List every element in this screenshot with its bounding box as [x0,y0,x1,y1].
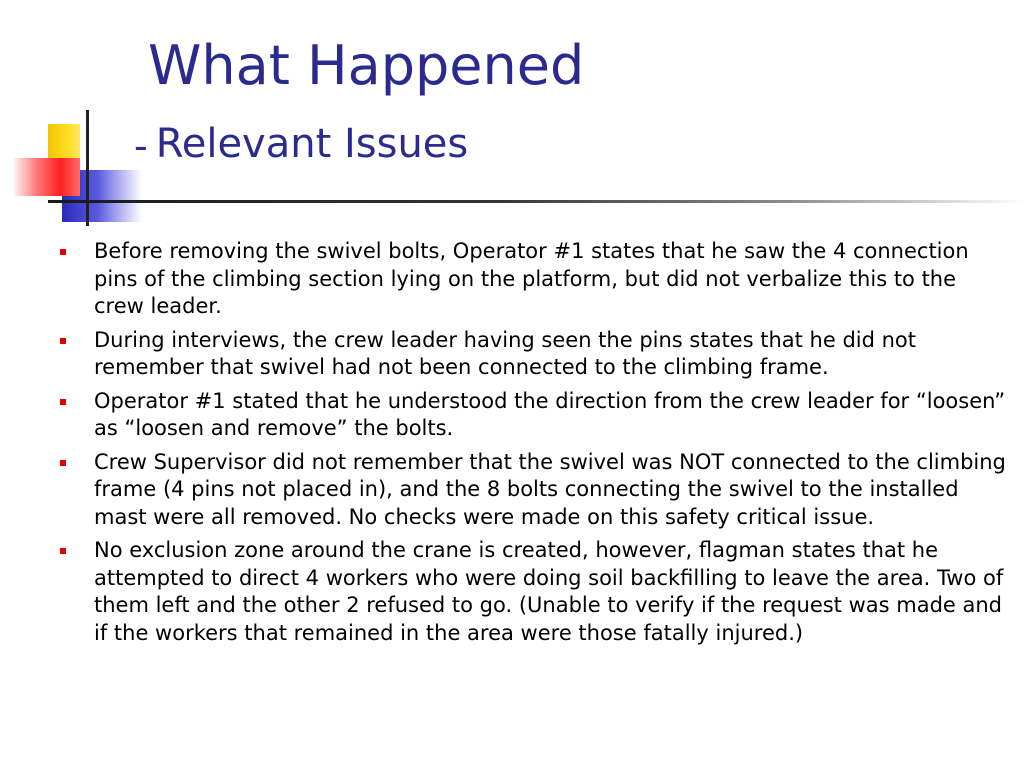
page-subtitle [134,122,468,166]
bullet-text: Crew Supervisor did not remember that the swivel was NOT connected to the climbing frame (4 pins not placed in), and the 8 bolts connecting the swivel to the installed mast were all removed. No checks were made on this safety critical issue. [94,449,1006,529]
page-title: What Happened [148,34,585,97]
bullet-item [60,238,1012,321]
bullet-list [60,238,1012,653]
bullet-text: Before removing the swivel bolts, Operator #1 states that he saw the 4 connection pins of the climbing section lying on the platform, but did not verbalize this to the crew leader. [94,239,969,318]
bullet-square-icon [60,249,66,255]
bullet-text: Operator #1 stated that he understood the direction from the crew leader for “loosen” as “loosen and remove” the bolts. [94,388,1006,440]
bullet-text: No exclusion zone around the crane is created, however, flagman states that he attempted to direct 4 workers who were doing soil backfilling to leave the area. Two of them left and the other 2 refused to go. (Unable to verify if the request was made and if the workers that remained in the area were those fatally injured.) [94,538,1004,645]
subtitle-text: Relevant Issues [155,121,469,167]
bullet-square-icon [60,460,66,466]
bullet-item [60,449,1012,532]
logo-vertical-line [86,110,89,226]
bullet-square-icon [60,338,66,344]
bullet-square-icon [60,399,66,405]
logo-red-square [14,158,80,196]
bullet-item [60,537,1012,647]
bullet-item [60,388,1012,443]
bullet-square-icon [60,548,66,554]
subtitle-dash: - [134,124,148,168]
bullet-item [60,327,1012,382]
title-divider-line [48,200,1024,203]
bullet-text: During interviews, the crew leader having seen the pins states that he did not remember that swivel had not been connected to the climbing frame. [94,327,917,379]
